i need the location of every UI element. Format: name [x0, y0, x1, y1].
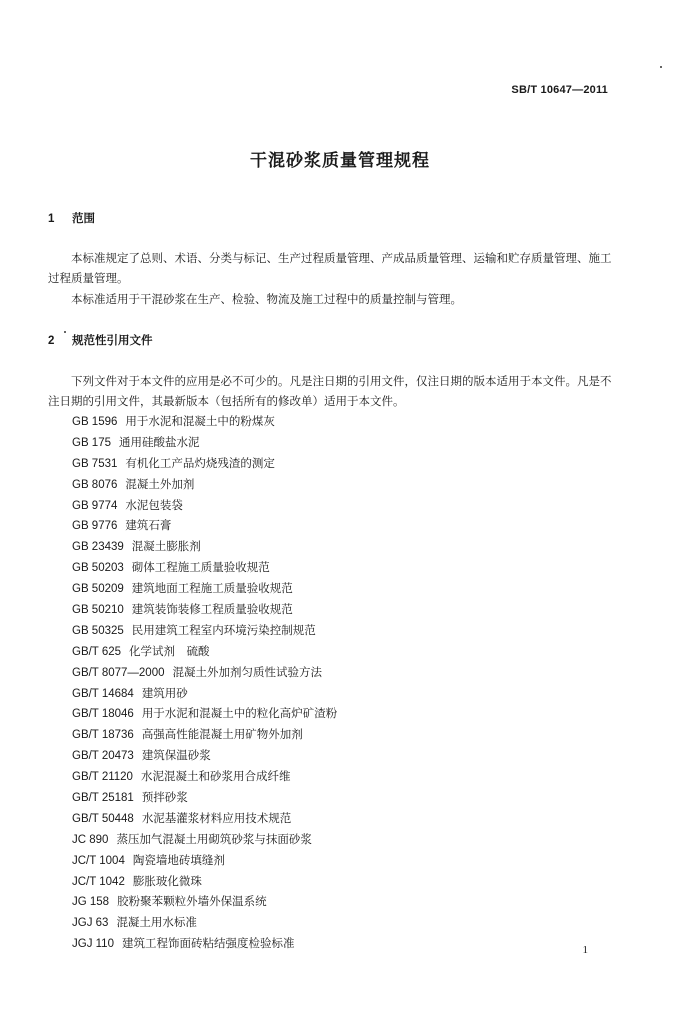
- reference-title: 用于水泥和混凝土中的粒化高炉矿渣粉: [141, 706, 338, 721]
- reference-item: [72, 871, 337, 892]
- reference-item: [72, 829, 337, 850]
- document-title: 干混砂浆质量管理规程: [250, 151, 430, 171]
- reference-item: [72, 662, 337, 683]
- reference-title: 水泥包装袋: [125, 497, 183, 512]
- scope-paragraph-2: [48, 289, 618, 309]
- standard-code: SB/T 10647—2011: [511, 84, 608, 96]
- reference-code: GB 50203: [72, 562, 124, 575]
- reference-title: 混凝土外加剂匀质性试验方法: [172, 664, 322, 679]
- reference-item: [72, 557, 337, 578]
- reference-code: GB/T 21120: [72, 771, 133, 784]
- reference-code: GB 50210: [72, 604, 124, 617]
- reference-item: [72, 850, 337, 871]
- reference-title: 砌体工程施工质量验收规范: [131, 560, 270, 575]
- reference-list: [72, 411, 337, 954]
- section-title: 范围: [72, 211, 96, 225]
- reference-title: 混凝土外加剂: [125, 476, 195, 491]
- reference-code: JC/T 1004: [72, 854, 125, 867]
- reference-code: GB/T 50448: [72, 812, 134, 825]
- reference-item: [72, 411, 337, 432]
- section-number: 2: [48, 335, 55, 347]
- reference-item: [72, 432, 337, 453]
- reference-title: 水泥混凝土和砂浆用合成纤维: [140, 769, 291, 784]
- scan-speck: [64, 331, 66, 333]
- reference-title: 建筑保温砂浆: [141, 748, 211, 763]
- reference-title: 水泥基灌浆材料应用技术规范: [141, 810, 292, 825]
- reference-item: [72, 453, 337, 474]
- reference-title: 混凝土用水标准: [116, 915, 197, 930]
- reference-title: 建筑用砂: [141, 685, 188, 700]
- reference-title: 通用硅酸盐水泥: [119, 434, 200, 449]
- reference-item: [72, 808, 337, 829]
- reference-code: GB 9774: [72, 499, 118, 512]
- reference-code: JG 158: [72, 896, 110, 909]
- reference-title: 建筑工程饰面砖粘结强度检验标准: [121, 936, 295, 951]
- reference-item: [72, 641, 337, 662]
- section-heading-normative-references: [48, 332, 153, 348]
- reference-item: [72, 933, 337, 954]
- reference-code: JGJ 110: [72, 938, 114, 951]
- reference-code: GB/T 625: [72, 645, 122, 658]
- paragraph-text: 本标准适用于干混砂浆在生产、检验、物流及施工过程中的质量控制与管理。: [71, 292, 462, 306]
- references-intro-paragraph: [48, 371, 618, 411]
- reference-item: [72, 724, 337, 745]
- reference-code: GB 8076: [72, 478, 118, 491]
- reference-code: GB/T 18736: [72, 729, 134, 742]
- reference-code: GB/T 25181: [72, 792, 134, 805]
- section-heading-scope: [48, 210, 95, 226]
- reference-code: GB/T 18046: [72, 708, 134, 721]
- reference-item: [72, 766, 337, 787]
- reference-item: [72, 515, 337, 536]
- reference-code: GB 9776: [72, 520, 118, 533]
- reference-code: JC 890: [72, 833, 109, 846]
- reference-title: 有机化工产品灼烧残渣的测定: [125, 455, 275, 470]
- reference-title: 混凝土膨胀剂: [131, 539, 201, 554]
- reference-item: [72, 891, 337, 912]
- scan-speck: [660, 66, 662, 68]
- reference-item: [72, 599, 337, 620]
- reference-item: [72, 745, 337, 766]
- reference-code: GB/T 20473: [72, 750, 134, 763]
- reference-item: [72, 912, 337, 933]
- reference-item: [72, 474, 337, 495]
- reference-title: 化学试剂 硫酸: [129, 643, 210, 658]
- section-title: 规范性引用文件: [72, 333, 153, 347]
- reference-title: 建筑地面工程施工质量验收规范: [131, 581, 293, 596]
- reference-title: 建筑装饰装修工程质量验收规范: [131, 602, 293, 617]
- reference-code: GB 175: [72, 436, 111, 449]
- reference-item: [72, 787, 337, 808]
- reference-title: 高强高性能混凝土用矿物外加剂: [141, 727, 303, 742]
- reference-code: GB 1596: [72, 416, 118, 428]
- reference-code: GB 50325: [72, 624, 124, 637]
- reference-code: GB/T 14684: [72, 687, 134, 700]
- reference-code: GB 7531: [72, 457, 118, 470]
- reference-title: 建筑石膏: [125, 518, 172, 533]
- reference-title: 蒸压加气混凝土用砌筑砂浆与抹面砂浆: [116, 831, 312, 846]
- reference-code: JC/T 1042: [72, 875, 125, 888]
- reference-item: [72, 703, 337, 724]
- paragraph-text: 下列文件对于本文件的应用是必不可少的。凡是注日期的引用文件，仅注日期的版本适用于本文件。凡是不注日期的引用文件，其最新版本（包括所有的修改单）适用于本文件。: [48, 374, 612, 408]
- reference-title: 膨胀玻化微珠: [132, 873, 202, 888]
- reference-item: [72, 495, 337, 516]
- reference-item: [72, 683, 337, 704]
- paragraph-text: 本标准规定了总则、术语、分类与标记、生产过程质量管理、产成品质量管理、运输和贮存质量管理、施工过程质量管理。: [48, 251, 612, 285]
- reference-title: 胶粉聚苯颗粒外墙外保温系统: [117, 894, 267, 909]
- reference-code: GB/T 8077—2000: [72, 666, 165, 679]
- section-number: 1: [48, 213, 55, 225]
- reference-title: 预拌砂浆: [141, 790, 188, 805]
- scope-paragraph-1: [48, 248, 618, 288]
- reference-code: GB 50209: [72, 583, 124, 596]
- reference-item: [72, 578, 337, 599]
- reference-title: 陶瓷墙地砖填缝剂: [132, 852, 225, 867]
- reference-item: [72, 620, 337, 641]
- page-number: 1: [582, 944, 588, 956]
- reference-item: [72, 536, 337, 557]
- reference-code: GB 23439: [72, 541, 124, 554]
- reference-code: JGJ 63: [72, 917, 109, 930]
- reference-title: 用于水泥和混凝土中的粉煤灰: [125, 414, 275, 428]
- reference-title: 民用建筑工程室内环境污染控制规范: [131, 622, 316, 637]
